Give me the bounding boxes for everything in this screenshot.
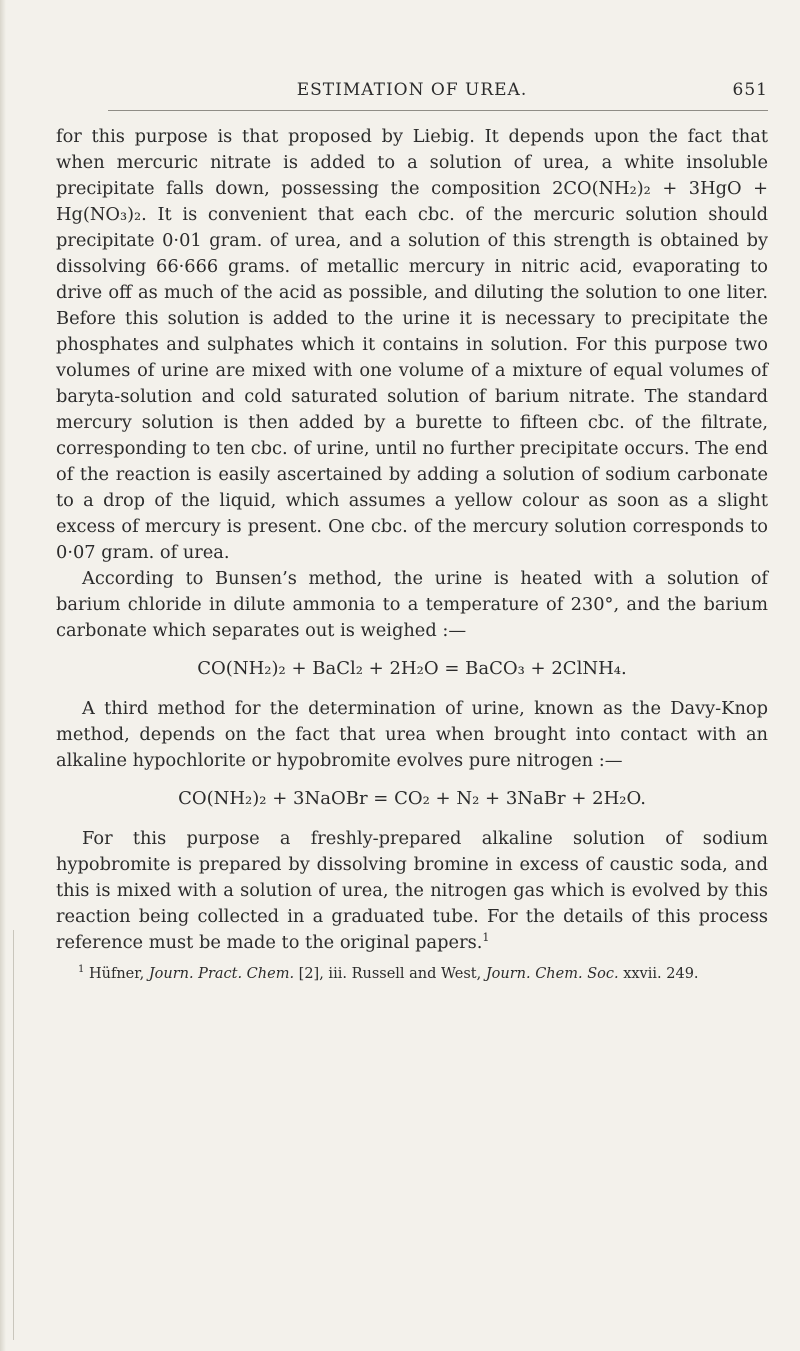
paragraph-liebig-method: for this purpose is that proposed by Liebig. It depends upon the fact that when mercuric nitrate is added to a solution of urea, a white insoluble precipitate falls down, possessing the composition 2CO(NH₂)₂ + 3HgO + Hg(NO₃)₂. It is convenient that each cbc. of the mercuric solution should precipitate 0·01 gram. of urea, and a solution of this strength is obtained by dissolving 66·666 grams. of metallic mercury in nitric acid, evaporating to drive off as much of the acid as possible, and diluting the solution to one liter. Before this solution is added to the urine it is necessary to precipitate the phosphates and sulphates which it contains in solution. For this purpose two volumes of urine are mixed with one volume of a mixture of equal volumes of baryta-solution and cold saturated solution of barium nitrate. The standard mercury solution is then added by a burette to fifteen cbc. of the filtrate, corresponding to ten cbc. of urine, until no further precipitate occurs. The end of the reaction is easily ascertained by adding a solution of sodium carbonate to a drop of the liquid, which assumes a yellow colour as soon as a slight excess of mercury is present. One cbc. of the mercury solution corresponds to 0·07 gram. of urea. bbox=[56, 126, 768, 563]
footnote-author-2: Russell and West, bbox=[351, 966, 482, 982]
footnote-volume-1: [2], iii. bbox=[298, 966, 347, 982]
paragraph-bunsen-method: According to Bunsen’s method, the urine is heated with a solution of barium chloride in dilute ammonia to a temperature of 230°, and the barium carbonate which separates out is weighed :— bbox=[56, 568, 768, 641]
footnote-marker: 1 bbox=[78, 964, 85, 976]
page-header bbox=[56, 76, 768, 110]
page-body bbox=[56, 124, 768, 984]
paragraph-hypobromite-procedure bbox=[56, 826, 768, 956]
paragraph-davy-knop-method: A third method for the determination of urine, known as the Davy-Knop method, depends on the fact that urea when brought into contact with an alkaline hypochlorite or hypobromite evolves pure nitrogen :— bbox=[56, 698, 768, 771]
footnote-volume-2: xxvii. 249. bbox=[623, 966, 699, 982]
page-edge-line bbox=[13, 930, 14, 1340]
footnote-journal-2: Journ. Chem. Soc. bbox=[485, 966, 619, 982]
footnote bbox=[56, 964, 768, 984]
header-rule bbox=[108, 110, 768, 111]
formula-bunsen: CO(NH₂)₂ + BaCl₂ + 2H₂O = BaCO₃ + 2ClNH₄. bbox=[197, 658, 627, 679]
footnote-reference: 1 bbox=[482, 931, 490, 944]
page-number: 651 bbox=[732, 80, 768, 100]
paragraph-hypobromite-text: For this purpose a freshly-prepared alkaline solution of sodium hypobromite is prepared by dissolving bromine in excess of caustic soda, and this is mixed with a solution of urea, the nitrogen gas which is evolved by this reaction being collected in a graduated tube. For the details of this process reference must be made to the original papers. bbox=[56, 828, 768, 953]
formula-hypobromite: CO(NH₂)₂ + 3NaOBr = CO₂ + N₂ + 3NaBr + 2H₂O. bbox=[178, 788, 646, 809]
footnote-author-1: Hüfner, bbox=[88, 966, 145, 982]
running-head: ESTIMATION OF UREA. bbox=[296, 80, 528, 100]
book-page bbox=[56, 76, 768, 984]
page-edge-shadow bbox=[0, 0, 6, 1351]
footnote-journal-1: Journ. Pract. Chem. bbox=[148, 966, 295, 982]
